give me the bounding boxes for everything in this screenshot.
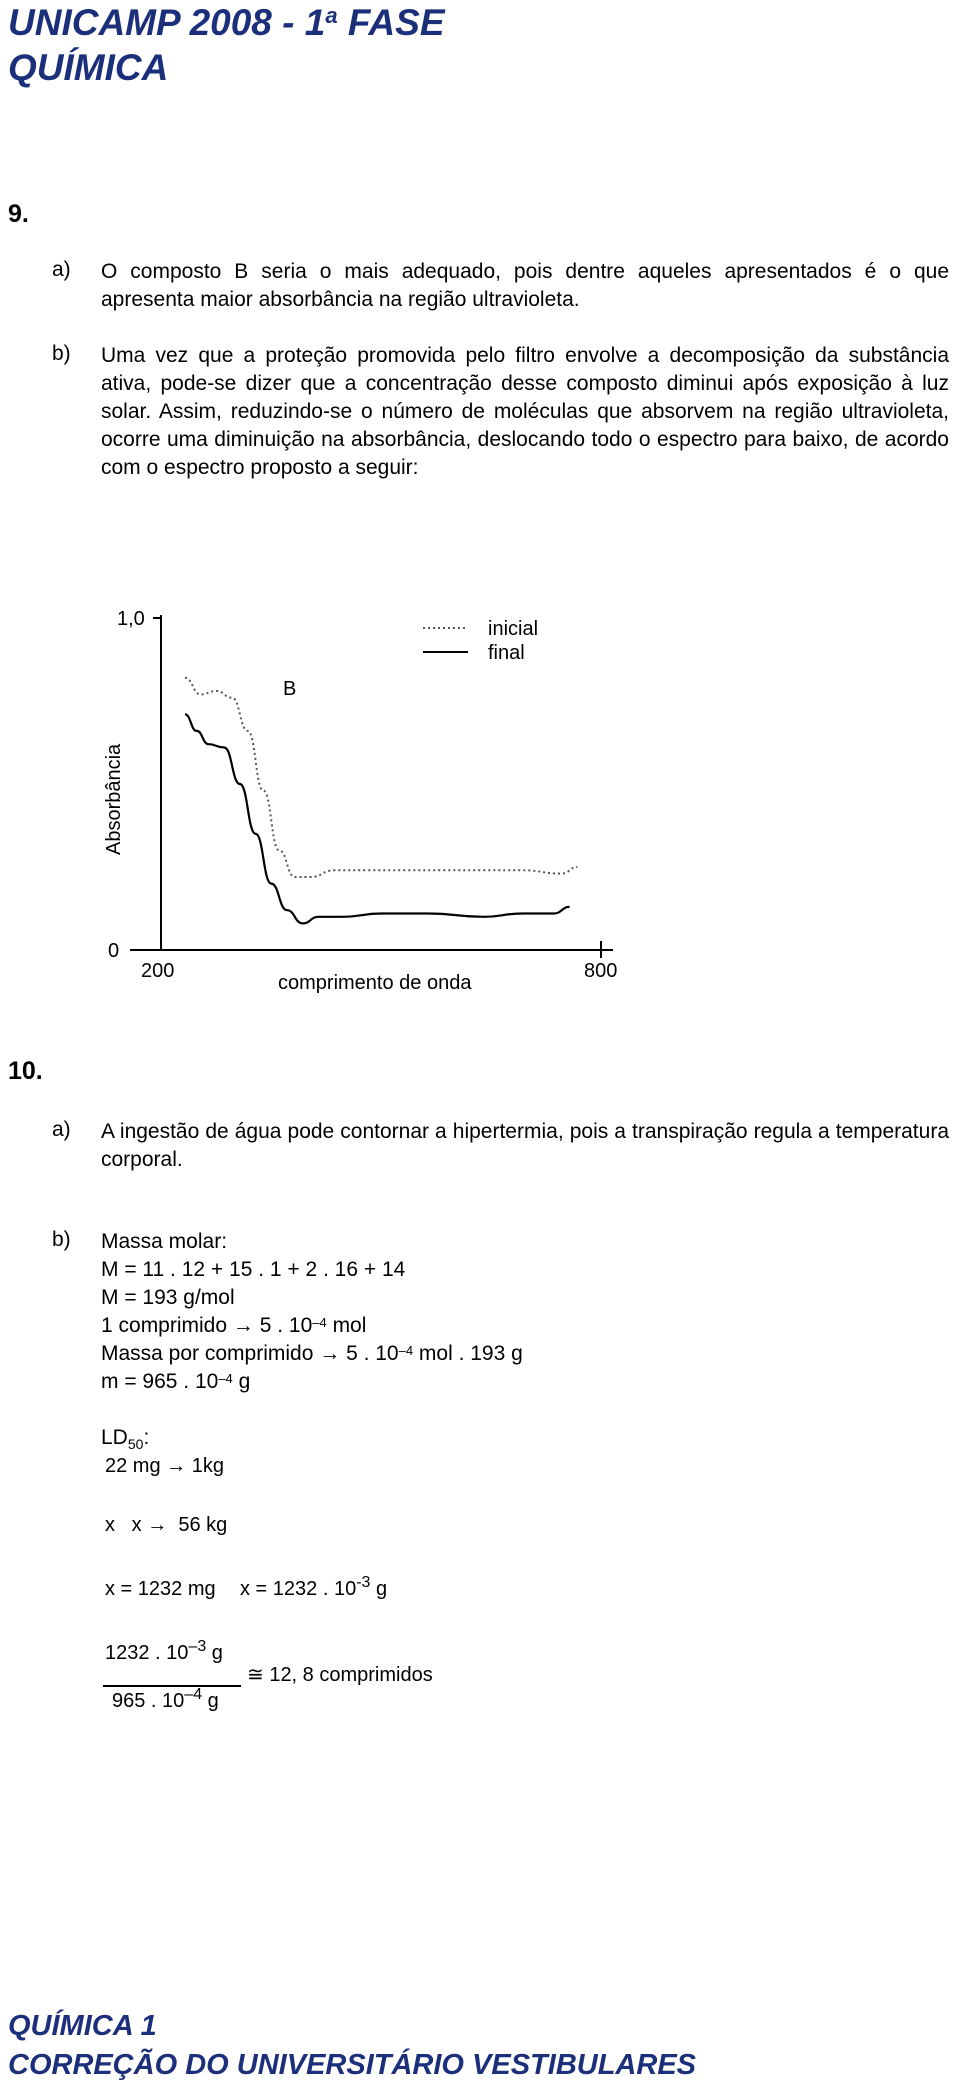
absorbance-spectrum-chart (93, 585, 633, 995)
fraction-numerator: 1232 . $10^{-3}$ g (105, 1638, 223, 1664)
massa-molar-label: Massa molar: (101, 1230, 228, 1253)
q10-item-a-text: A ingestão de água pode contornar a hipertermia, pois a transpiração regula a temperatura corporal. (101, 1120, 949, 1171)
ld50-ratio-line: 22 mg → 1kg (105, 1455, 224, 1477)
tablets-result: ≅ 12, 8 comprimidos (247, 1664, 433, 1686)
footer-provider: CORREÇÃO DO UNIVERSITÁRIO VESTIBULARES (8, 2049, 696, 2081)
y-axis-label: Absorbância (103, 743, 125, 855)
footer-subject: QUÍMICA 1 (8, 2010, 157, 2042)
annotation-b: B (283, 678, 297, 700)
x-tick-label-left: 200 (141, 960, 175, 982)
fraction-denominator: 965 . $10^{-4}$ g (112, 1686, 219, 1712)
legend-label-inicial: inicial (488, 618, 539, 640)
q10-item-b-marker: b) (52, 1228, 71, 1251)
series-line-final (185, 714, 570, 923)
fraction-bar (103, 1685, 241, 1687)
q9-item-b-text: Uma vez que a proteção promovida pelo filtro envolve a decomposição da substância ativa, pode-se dizer que a concentração desse composto diminui após exposição à luz solar. Assim, reduzindo-se o número de moléculas que absorvem na região ultravioleta, ocorre uma diminuição na absorbância, deslocando todo o espectro para baixo, de acordo com o espectro proposto a seguir: (101, 344, 949, 479)
y-tick-label-zero: 0 (108, 940, 120, 962)
ld50-label: $LD_{50}$: (101, 1426, 150, 1453)
question-9-number: 9. (8, 200, 29, 228)
x-tick-label-right: 800 (584, 960, 618, 982)
y-tick-label-top: 1,0 (117, 608, 145, 630)
q10-item-a-marker: a) (52, 1118, 71, 1141)
x-mg-result: x = 1232 mg (105, 1578, 216, 1600)
tablet-moles-line: 1 comprimido → 5 . $10^{-4}$ mol (101, 1314, 367, 1337)
page-title: UNICAMP 2008 - 1$^a$ FASE (8, 2, 445, 43)
mass-per-tablet-line: Massa por comprimido → 5 . $10^{-4}$ mol . 193 g (101, 1342, 523, 1365)
q9-item-a-text: O composto B seria o mais adequado, pois dentre aqueles apresentados é o que apresenta maior absorbância na região ultravioleta. (101, 260, 949, 311)
page-subject: QUÍMICA (8, 47, 169, 88)
molar-mass-value: M = 193 g/mol (101, 1286, 235, 1309)
molar-mass-equation: M = 11 . 12 + 15 . 1 + 2 . 16 + 14 (101, 1258, 406, 1281)
question-10-number: 10. (8, 1057, 43, 1085)
series-line-inicial (185, 678, 577, 877)
x-g-result: x = 1232 . $10^{-3}$ g (240, 1574, 388, 1600)
proportion-x-line: x x → 56 kg (105, 1514, 228, 1536)
q9-item-a-marker: a) (52, 258, 71, 281)
legend-label-final: final (488, 642, 525, 664)
x-axis-label: comprimento de onda (278, 972, 472, 994)
q9-item-b-marker: b) (52, 342, 71, 365)
mass-result-line: m = 965 . $10^{-4}$ g (101, 1370, 251, 1393)
